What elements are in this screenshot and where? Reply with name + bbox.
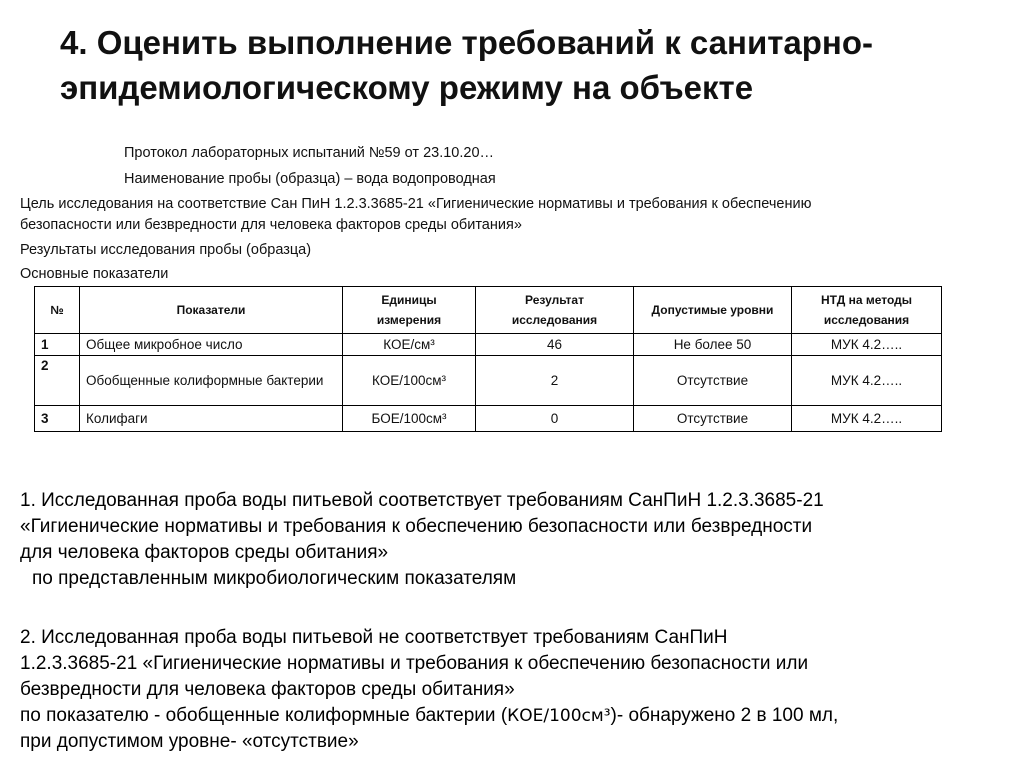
conclusion-1-line-1: 1. Исследованная проба воды питьевой соответствует требованиям СанПиН 1.2.3.3685-21 [20,490,824,511]
purpose-line-2: безопасности или безвредности для человека факторов среды обитания» [20,217,522,233]
conclusion-2-line-1: 2. Исследованная проба воды питьевой не соответствует требованиям СанПиН [20,627,728,648]
table-row [35,356,942,406]
row-unit: КОЕ/100см³ [343,356,476,406]
results-label: Результаты исследования пробы (образца) [20,242,312,258]
conclusion-2-line-2: 1.2.3.3685-21 «Гигиенические нормативы и требования к обеспечению безопасности или [20,653,809,674]
conclusion-2-line-4 [20,703,1010,729]
header-units: Единицы измерения [343,287,476,334]
conclusion-2-line-4-pre: по показателю - обобщенные колиформные бактерии ( [20,705,508,726]
main-indicators-label: Основные показатели [20,266,169,282]
header-number: № [35,287,80,334]
sample-name-line: Наименование пробы (образца) – вода водопроводная [124,171,496,187]
row-result: 46 [476,334,634,356]
row-result: 2 [476,356,634,406]
conclusion-2 [20,625,1010,755]
header-methods: НТД на методы исследования [792,287,942,334]
row-unit: БОЕ/100см³ [343,406,476,432]
slide-title: 4. Оценить выполнение требований к санитарно-эпидемиологическому режиму на объекте [60,24,873,106]
protocol-line: Протокол лабораторных испытаний №59 от 23.10.20… [124,145,495,161]
conclusion-1-line-2: «Гигиенические нормативы и требования к обеспечению безопасности или безвредности [20,516,813,537]
row-result: 0 [476,406,634,432]
results-table [34,286,942,432]
table-header-row [35,287,942,334]
row-method: МУК 4.2….. [792,356,942,406]
header-result: Результат исследования [476,287,634,334]
conclusion-1-line-3: для человека факторов среды обитания» [20,542,389,563]
table-row [35,406,942,432]
row-allowed: Отсутствие [634,406,792,432]
row-indicator: Общее микробное число [80,334,343,356]
conclusion-1 [20,488,1010,592]
conclusion-2-line-4-unit: КОЕ/100см³ [507,706,611,726]
row-method: МУК 4.2….. [792,334,942,356]
header-indicators: Показатели [80,287,343,334]
purpose-line-1: Цель исследования на соответствие Сан ПиН 1.2.3.3685-21 «Гигиенические нормативы и требования к обеспечению [20,196,812,212]
table-row [35,334,942,356]
row-indicator: Колифаги [80,406,343,432]
row-indicator: Обобщенные колиформные бактерии [80,356,343,406]
conclusion-1-line-4: по представленным микробиологическим показателям [32,568,517,589]
row-number: 1 [35,334,80,356]
row-allowed: Отсутствие [634,356,792,406]
row-method: МУК 4.2….. [792,406,942,432]
header-allowed-levels: Допустимые уровни [634,287,792,334]
conclusion-2-line-4-post: )- обнаружено 2 в 100 мл, [610,705,839,726]
row-allowed: Не более 50 [634,334,792,356]
conclusion-2-line-5: при допустимом уровне- «отсутствие» [20,731,359,752]
row-number: 2 [35,356,80,406]
row-number: 3 [35,406,80,432]
row-unit: КОЕ/см³ [343,334,476,356]
conclusion-2-line-3: безвредности для человека факторов среды обитания» [20,679,515,700]
